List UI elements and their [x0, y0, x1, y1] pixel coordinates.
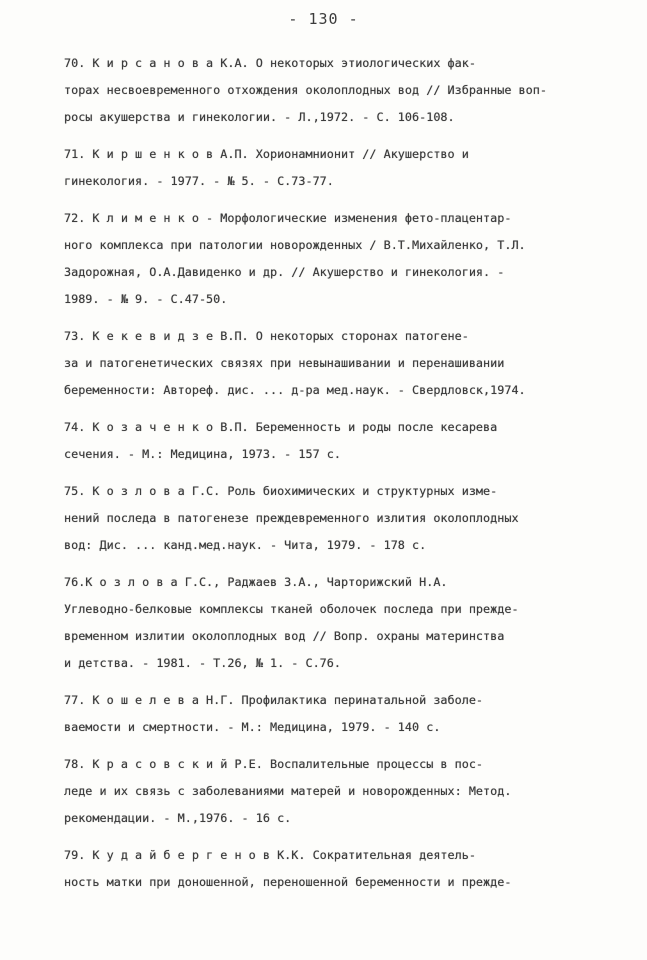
entry-line: ваемости и смертности. - М.: Медицина, 1979. - 140 с.: [64, 720, 441, 734]
entry-line: леде и их связь с заболеваниями матерей и новорожденных: Метод.: [64, 784, 512, 798]
bibliography-entry-73: [64, 323, 619, 404]
entry-line: 71. К и р ш е н к о в А.П. Хорионамнионит // Акушерство и: [64, 147, 469, 161]
entry-line: 72. К л и м е н к о - Морфологические изменения фето-плацентар-: [64, 211, 512, 225]
bibliography-entry-70: [64, 50, 619, 131]
bibliography-list: [64, 50, 619, 906]
bibliography-entry-71: [64, 141, 619, 195]
entry-line: ность матки при доношенной, переношенной беременности и прежде-: [64, 875, 512, 889]
entry-line: 1989. - № 9. - С.47-50.: [64, 292, 228, 306]
entry-line: 73. К е к е в и д з е В.П. О некоторых сторонах патогене-: [64, 329, 469, 343]
entry-line: 70. К и р с а н о в а К.А. О некоторых этиологических фак-: [64, 56, 476, 70]
bibliography-entry-79: [64, 842, 619, 896]
entry-line: ного комплекса при патологии новорожденных / В.Т.Михайленко, Т.Л.: [64, 238, 526, 252]
entry-line: росы акушерства и гинекологии. - Л.,1972. - С. 106-108.: [64, 110, 455, 124]
entry-line: временном излитии околоплодных вод // Вопр. охраны материнства: [64, 629, 505, 643]
entry-line: нений последа в патогенезе преждевременного излития околоплодных: [64, 511, 519, 525]
entry-line: 75. К о з л о в а Г.С. Роль биохимических и структурных изме-: [64, 484, 498, 498]
bibliography-entry-78: [64, 751, 619, 832]
entry-line: и детства. - 1981. - Т.26, № 1. - С.76.: [64, 656, 341, 670]
entry-line: сечения. - М.: Медицина, 1973. - 157 с.: [64, 447, 341, 461]
entry-line: 74. К о з а ч е н к о В.П. Беременность и роды после кесарева: [64, 420, 498, 434]
entry-line: 79. К у д а й б е р г е н о в К.К. Сократительная деятель-: [64, 848, 476, 862]
bibliography-entry-72: [64, 205, 619, 313]
entry-line: Углеводно-белковые комплексы тканей оболочек последа при прежде-: [64, 602, 519, 616]
entry-line: торах несвоевременного отхождения околоплодных вод // Избранные воп-: [64, 83, 547, 97]
page-number: - 130 -: [288, 10, 359, 28]
bibliography-entry-74: [64, 414, 619, 468]
entry-line: 77. К о ш е л е в а Н.Г. Профилактика перинатальной заболе-: [64, 693, 484, 707]
bibliography-entry-76: [64, 569, 619, 677]
entry-line: гинекология. - 1977. - № 5. - С.73-77.: [64, 174, 334, 188]
bibliography-entry-77: [64, 687, 619, 741]
entry-line: 76.К о з л о в а Г.С., Раджаев З.А., Чарторижский Н.А.: [64, 575, 448, 589]
entry-line: за и патогенетических связях при невынашивании и перенашивании: [64, 356, 505, 370]
entry-line: рекомендации. - М.,1976. - 16 с.: [64, 811, 292, 825]
entry-line: беременности: Автореф. дис. ... д-ра мед.наук. - Свердловск,1974.: [64, 383, 526, 397]
bibliography-entry-75: [64, 478, 619, 559]
entry-line: Задорожная, О.А.Давиденко и др. // Акушерство и гинекология. -: [64, 265, 505, 279]
entry-line: вод: Дис. ... канд.мед.наук. - Чита, 1979. - 178 с.: [64, 538, 427, 552]
entry-line: 78. К р а с о в с к и й Р.Е. Воспалительные процессы в пос-: [64, 757, 484, 771]
